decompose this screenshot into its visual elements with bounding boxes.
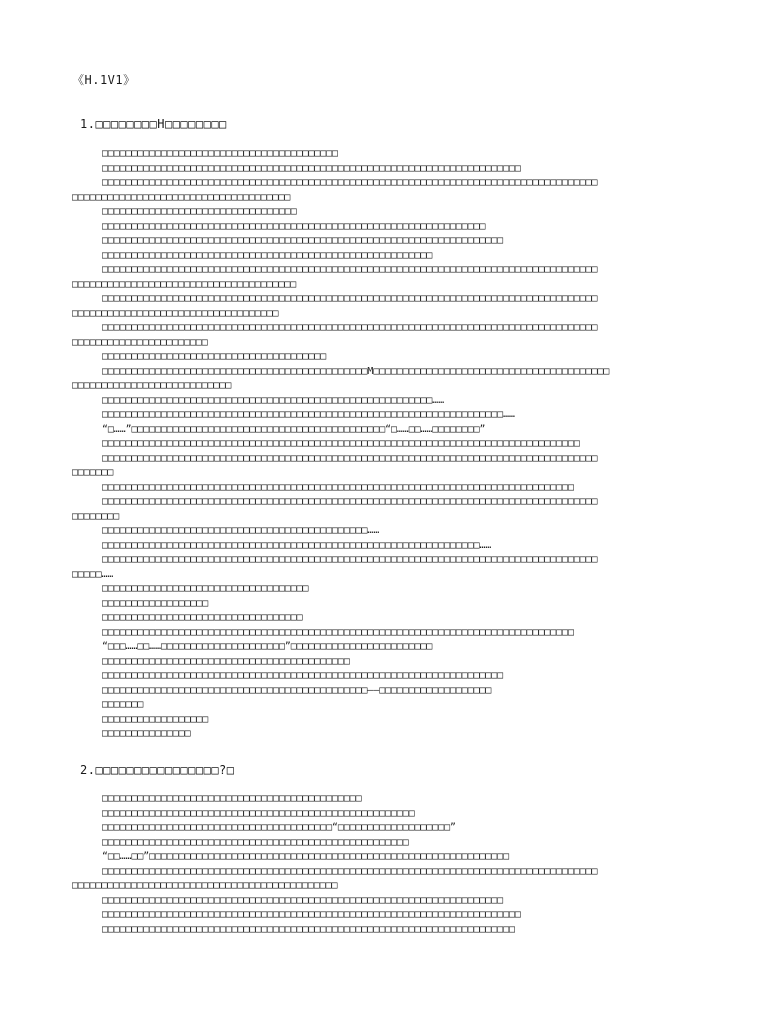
paragraph-line: □□□□□□□□□□□□□□□□□□□□□□□□□□□□□□□□□□□□□□□□□□□□□——□□□□□□□□□□□□□□□□□□□ (102, 684, 492, 696)
paragraph-line: □□□□□□□□□□□□□□□□□□□□□□□□□□□□□□□□□□□□□□□□□□□□□□□□□□□□□□□□□□□□□□□□□□□□□□□□□□□□□□□□□□□□ (102, 554, 598, 565)
paragraph-line: □□□□□□□□□□□□□□□□□□ (102, 713, 209, 725)
document-title: 《H.1V1》 (72, 73, 136, 87)
paragraph-line: □□□□□□□□□□□□□□□□□□□□□□□□□□□□□□□□□□□□□□□□□□□□□□□□□□□□□□□□□□□□□□□□□□□□□□□□□□□□□□□□□□□□ (102, 865, 598, 877)
paragraph-line: □□□□□□□□□□□□□□□□□□□□□□□□□□□□□□□□□ (102, 206, 297, 217)
paragraph-line: “□□□……□□……□□□□□□□□□□□□□□□□□□□□□”□□□□□□□□□□□□□□□□□□□□□□□□ (102, 641, 433, 652)
paragraph-line: □□□□□□□□□□□□□□□□□□□□□□□□□□□□□□□□□□□□□□□□□□ (102, 655, 350, 667)
paragraph-line: □□□□□□□□□□□□□□□□□□□□□□□□□□□□□□□□□□□□□□□□□□□□□□□□□□□□ (102, 836, 409, 848)
paragraph-line: □□□□□□□□□□□□□□□□□□□□□□□□□□□□□□□□□□□□□□□□□□□□□□□□□□□□□□□□□□□□□□□□□□□□□□ (102, 923, 515, 935)
paragraph-line: □□□□□□□□□□□□□□□□□□□□□□□□□□□□□□□□□□□□□□□□□□□□□□□□□□□□□□□□□□□□□□□□□□□□□□□□□□□□□□□□□□□□ (102, 452, 598, 464)
paragraph-line: □□□□□□□□□□□□□□□□□□□□□□□□□□□□□□□□□□□□□□□□ (102, 148, 338, 159)
paragraph-line: □□□□□□□□□□□□□□□□□□□□□□□□□□□□□□□□□□□ (102, 583, 309, 594)
paragraph-line: □□□□□□□□□□□□□□□□□□□□□□□□□□□□□□□□□□ (102, 612, 303, 623)
paragraph-line: □□□□□□□□□□□□□□□□□□□□□□□□□□□□□□□□□□□□□□□□□□□□□□□□□□□□□□□□□□□□□□□□□□□□□□□□□□□□□□□□□□□□ (102, 264, 598, 275)
paragraph-line: □□□□□□□□□□□□□□□□□□□□□□□□□□□□□□□□□□□□□□□□□□□□□ (72, 880, 338, 891)
paragraph-line: □□□□□□□□□□□□□□□□□□□□□□□ (72, 336, 208, 348)
paragraph-line: □□□□□□□ (72, 467, 114, 478)
paragraph-line: □□□□□□□□□□□□□□□□□□□□□□□□□□□□□□□□□□□□□□□□□□□□□□□□□□□□□ (102, 807, 415, 819)
paragraph-line: □□□□□□□□□□□□□□□□□□□□□□□□□□□□□□□□□□□□□□□□□□□□□□□□□□□□□□□□…… (102, 394, 445, 406)
paragraph-line: “□□……□□”□□□□□□□□□□□□□□□□□□□□□□□□□□□□□□□□□□□□□□□□□□□□□□□□□□□□□□□□□□□□□ (102, 851, 509, 862)
paragraph-line: □□□□□□□□□□□□□□□□□□□□□□□□□□□□□□□□□□□□□ (72, 191, 291, 203)
paragraph-line: □□□□□□□□□□□□□□□□□□□□□□□□□□□□□□□□□□□□□□ (102, 351, 327, 362)
paragraph-line: □□□□□□□□□□□□□□□□□□□□□□□□□□□□□□□□□□□□□□□□□□□□□□□□□□□□□□□□□□□□□□□□…… (102, 539, 492, 551)
paragraph-line: □□□□□□□□□□□□□□□□□□□□□□□□□□□□□□□□□□□□□□□□□□□□□□□□□□□□□□□□□□□□□□□□□□□□□□□□□□□□□□□□□ (102, 438, 580, 449)
paragraph-line: □□□□□□□□ (72, 510, 120, 522)
paragraph-line: □□□□□□□□□□□□□□□□□□□□□□□□□□□□□□□□□□□□□□□□□□□□□□□□□□□□□□□□□□□□□□□□□□□□□□□□□□□□□□□□□□□□ (102, 177, 598, 188)
paragraph-line: □□□□□□□□□□□□□□□□□□□□□□□□□□□□□□□□□□□□□□□□□□□□□□□□□□□□□□□□□□□□□□□□□□□□ (102, 670, 504, 681)
paragraph-line: □□□□□□□□□□□□□□□□□□□□□□□□□□□□□□□□□□□□□□□□□□□□□□□□□□□□□□□□ (102, 249, 433, 261)
paragraph-line: □□□□□□□□□□□□□□□□□□□□□□□□□□□□□□□□□□□□□□□□□□□□ (102, 793, 362, 804)
paragraph-line: □□□□□□□□□□□□□□□□□□□□□□□□□□□□□□□□□□□□□□□□□□□□□□□□□□□□□□□□□□□□□□□□□□□□□□□□□□□□□□□□ (102, 481, 574, 493)
paragraph-line: □□□□□□□□□□□□□□□□□□□□□□□□□□□□□□□□□□□□□□□□□□□□□□□□□□□□□□□□□□□□□□□□□□□□□□□ (102, 162, 521, 174)
paragraph-line: □□□□□□□□□□□□□□□□□□□□□□□□□□□ (72, 380, 232, 391)
paragraph-line: □□□□□□□□□□□□□□□ (102, 728, 191, 739)
paragraph-line: □□□□□□□□□□□□□□□□□□□□□□□□□□□□□□□□□□□□□□□□□□□□□…… (102, 525, 380, 536)
paragraph-line: □□□□□□□□□□□□□□□□□□□□□□□□□□□□□□□□□□□ (72, 307, 279, 319)
section-heading: 2.□□□□□□□□□□□□□□□□?□ (80, 763, 235, 777)
paragraph-line: □□□□□□□□□□□□□□□□□□□□□□□□□□□□□□□□□□□□□□□□□□□□□□□□□□□□□□□□□□□□□□□□□□□□□□□□□□□□□□□□□□□□ (102, 293, 598, 304)
paragraph-line: □□□□□□□□□□□□□□□□□□□□□□□□□□□□□□□□□□□□□□□□□□□□□□□□□□□□□□□□□□□□□□□□□□□□…… (102, 409, 515, 420)
paragraph-line: □□□□□□□□□□□□□□□□□□□□□□□□□□□□□□□□□□□□□□□□□□□□□□□□□□□□□□□□□□□□□□□□□□□□ (102, 235, 504, 246)
paragraph-line: □□□□□□□□□□□□□□□□□□□□□□□□□□□□□□□□□□□□□□□□□□□□□□□□□□□□□□□□□□□□□□□□□□□□□□□ (102, 909, 521, 920)
paragraph-line: □□□□□□□□□□□□□□□□□□ (102, 597, 209, 609)
paragraph-line: □□□□□□□□□□□□□□□□□□□□□□□□□□□□□□□□□□□□□□□□□□□□□□□□□□□□□□□□□□□□□□□□□□□□□□□□□□□□□□□□ (102, 626, 574, 638)
paragraph-line: □□□□□□□□□□□□□□□□□□□□□□□□□□□□□□□□□□□□□□□□□□□□□□□□□□□□□□□□□□□□□□□□□□□□□□□□□□□□□□□□□□□□ (102, 496, 598, 507)
paragraph-line: □□□□□…… (72, 568, 114, 580)
paragraph-line: □□□□□□□□□□□□□□□□□□□□□□□□□□□□□□□□□□□□□□ (72, 278, 297, 290)
paragraph-line: □□□□□□□ (102, 699, 144, 710)
paragraph-line: “□……”□□□□□□□□□□□□□□□□□□□□□□□□□□□□□□□□□□□□□□□□□□□“□……□□……□□□□□□□□” (102, 423, 486, 435)
paragraph-line: □□□□□□□□□□□□□□□□□□□□□□□□□□□□□□□□□□□□□□□□□□□□□M□□□□□□□□□□□□□□□□□□□□□□□□□□□□□□□□□□□□□□□□ (102, 365, 610, 377)
paragraph-line: □□□□□□□□□□□□□□□□□□□□□□□□□□□□□□□□□□□□□□□“□□□□□□□□□□□□□□□□□□□” (102, 822, 456, 833)
paragraph-line: □□□□□□□□□□□□□□□□□□□□□□□□□□□□□□□□□□□□□□□□□□□□□□□□□□□□□□□□□□□□□□□□□□□□ (102, 894, 504, 906)
paragraph-line: □□□□□□□□□□□□□□□□□□□□□□□□□□□□□□□□□□□□□□□□□□□□□□□□□□□□□□□□□□□□□□□□□□□□□□□□□□□□□□□□□□□□ (102, 322, 598, 333)
section-heading: 1.□□□□□□□□H□□□□□□□□ (80, 117, 227, 131)
paragraph-line: □□□□□□□□□□□□□□□□□□□□□□□□□□□□□□□□□□□□□□□□□□□□□□□□□□□□□□□□□□□□□□□□□ (102, 220, 486, 232)
